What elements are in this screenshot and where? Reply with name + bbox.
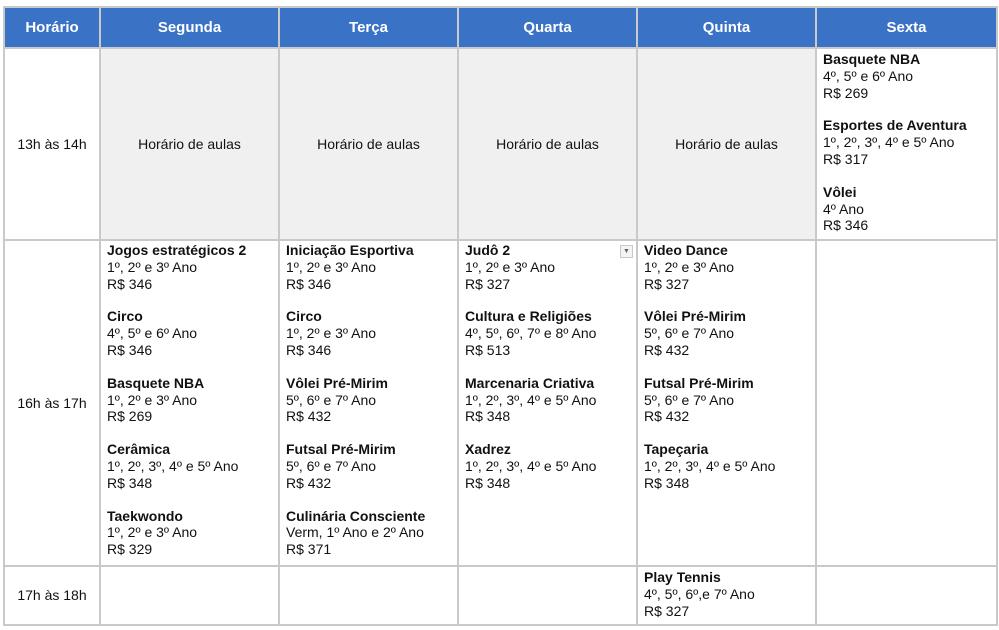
course-item bbox=[644, 569, 809, 619]
header-friday[interactable]: Sexta bbox=[816, 7, 997, 48]
course-item bbox=[465, 308, 630, 358]
course-price: R$ 371 bbox=[286, 541, 332, 558]
course-name: Esportes de Aventura bbox=[823, 117, 967, 134]
course-price: R$ 327 bbox=[644, 602, 690, 619]
course-grades: 1º, 2º e 3º Ano bbox=[644, 258, 735, 275]
cell-thursday[interactable] bbox=[637, 240, 816, 566]
cell-wednesday-placeholder[interactable]: Horário de aulas bbox=[458, 48, 637, 240]
course-grades: 1º, 2º e 3º Ano bbox=[107, 391, 198, 408]
course-item bbox=[286, 242, 451, 292]
time-slot-cell[interactable]: 17h às 18h bbox=[4, 566, 100, 625]
course-name: Vôlei Pré-Mirim bbox=[286, 374, 388, 391]
course-grades: 5º, 6º e 7º Ano bbox=[286, 391, 377, 408]
course-name: Play Tennis bbox=[644, 569, 721, 585]
course-item bbox=[107, 441, 272, 491]
time-slot-cell[interactable]: 16h às 17h bbox=[4, 240, 100, 566]
course-item bbox=[644, 308, 809, 358]
course-name: Culinária Consciente bbox=[286, 507, 426, 524]
course-name: Video Dance bbox=[644, 242, 728, 258]
course-name: Taekwondo bbox=[107, 507, 183, 524]
cell-thursday-placeholder[interactable]: Horário de aulas bbox=[637, 48, 816, 240]
course-price: R$ 348 bbox=[107, 474, 153, 491]
course-grades: 1º, 2º e 3º Ano bbox=[286, 258, 377, 275]
course-name: Circo bbox=[286, 308, 322, 325]
course-grades: 1º, 2º, 3º, 4º e 5º Ano bbox=[107, 457, 239, 474]
course-grades: 4º, 5º, 6º,e 7º Ano bbox=[644, 585, 755, 602]
table-row bbox=[4, 240, 997, 566]
time-slot-cell[interactable]: 13h às 14h bbox=[4, 48, 100, 240]
chevron-down-icon[interactable]: ▼ bbox=[620, 245, 633, 258]
course-name: Tapeçaria bbox=[644, 441, 709, 458]
course-price: R$ 348 bbox=[465, 474, 511, 491]
header-monday[interactable]: Segunda bbox=[100, 7, 279, 48]
cell-thursday[interactable] bbox=[637, 566, 816, 625]
course-grades: 1º, 2º, 3º, 4º e 5º Ano bbox=[465, 391, 597, 408]
course-name: Marcenaria Criativa bbox=[465, 374, 595, 391]
cell-tuesday-placeholder[interactable]: Horário de aulas bbox=[279, 48, 458, 240]
course-item bbox=[107, 308, 272, 358]
course-name: Basquete NBA bbox=[107, 374, 205, 391]
cell-friday[interactable] bbox=[816, 48, 997, 240]
header-tuesday[interactable]: Terça bbox=[279, 7, 458, 48]
course-price: R$ 346 bbox=[107, 275, 153, 292]
cell-tuesday[interactable] bbox=[279, 566, 458, 625]
course-item bbox=[286, 375, 451, 425]
cell-monday[interactable] bbox=[100, 240, 279, 566]
course-item bbox=[644, 375, 809, 425]
course-item bbox=[823, 184, 990, 234]
course-grades: 1º, 2º, 3º, 4º e 5º Ano bbox=[465, 457, 597, 474]
schedule-wrapper bbox=[3, 6, 998, 626]
course-price: R$ 348 bbox=[465, 408, 511, 425]
course-item bbox=[465, 242, 630, 292]
course-item bbox=[286, 308, 451, 358]
course-item bbox=[286, 508, 451, 558]
course-price: R$ 317 bbox=[823, 150, 869, 167]
cell-wednesday[interactable] bbox=[458, 566, 637, 625]
course-grades: 1º, 2º, 3º, 4º e 5º Ano bbox=[644, 457, 776, 474]
course-name: Judô 2 bbox=[465, 242, 511, 258]
cell-monday[interactable] bbox=[100, 566, 279, 625]
course-name: Vôlei Pré-Mirim bbox=[644, 308, 746, 325]
cell-friday[interactable] bbox=[816, 240, 997, 566]
cell-wednesday[interactable] bbox=[458, 240, 637, 566]
course-price: R$ 269 bbox=[823, 84, 869, 101]
course-grades: 4º, 5º e 6º Ano bbox=[107, 325, 198, 342]
course-price: R$ 432 bbox=[286, 474, 332, 491]
course-price: R$ 432 bbox=[644, 408, 690, 425]
course-price: R$ 327 bbox=[465, 275, 511, 292]
header-row bbox=[4, 7, 997, 48]
cell-monday-placeholder[interactable]: Horário de aulas bbox=[100, 48, 279, 240]
course-item bbox=[644, 441, 809, 491]
course-name: Circo bbox=[107, 308, 143, 325]
table-row bbox=[4, 566, 997, 625]
course-name: Futsal Pré-Mirim bbox=[286, 441, 396, 458]
course-name: Xadrez bbox=[465, 441, 511, 458]
course-item bbox=[107, 508, 272, 558]
course-price: R$ 346 bbox=[823, 217, 869, 234]
course-item bbox=[823, 51, 990, 101]
course-name: Iniciação Esportiva bbox=[286, 242, 414, 258]
course-name: Cerâmica bbox=[107, 441, 171, 458]
course-price: R$ 346 bbox=[107, 341, 153, 358]
course-grades: 4º, 5º e 6º Ano bbox=[823, 67, 914, 84]
course-item bbox=[286, 441, 451, 491]
course-price: R$ 513 bbox=[465, 341, 511, 358]
cell-friday[interactable] bbox=[816, 566, 997, 625]
course-grades: 1º, 2º e 3º Ano bbox=[286, 325, 377, 342]
course-item bbox=[465, 375, 630, 425]
header-thursday[interactable]: Quinta bbox=[637, 7, 816, 48]
course-grades: 4º, 5º, 6º, 7º e 8º Ano bbox=[465, 325, 597, 342]
course-grades: Verm, 1º Ano e 2º Ano bbox=[286, 524, 424, 541]
course-price: R$ 348 bbox=[644, 474, 690, 491]
course-name: Jogos estratégicos 2 bbox=[107, 242, 247, 258]
course-item bbox=[823, 117, 990, 167]
course-price: R$ 327 bbox=[644, 275, 690, 292]
course-grades: 1º, 2º, 3º, 4º e 5º Ano bbox=[823, 134, 955, 151]
course-item bbox=[644, 242, 809, 292]
course-price: R$ 269 bbox=[107, 408, 153, 425]
course-name: Basquete NBA bbox=[823, 51, 921, 67]
course-name: Cultura e Religiões bbox=[465, 308, 592, 325]
course-name: Futsal Pré-Mirim bbox=[644, 374, 754, 391]
course-grades: 1º, 2º e 3º Ano bbox=[107, 524, 198, 541]
course-item bbox=[107, 375, 272, 425]
schedule-table bbox=[3, 6, 998, 626]
course-price: R$ 346 bbox=[286, 275, 332, 292]
course-price: R$ 346 bbox=[286, 341, 332, 358]
course-price: R$ 432 bbox=[644, 341, 690, 358]
table-row bbox=[4, 48, 997, 240]
header-time[interactable]: Horário bbox=[4, 7, 100, 48]
course-item bbox=[107, 242, 272, 292]
course-grades: 5º, 6º e 7º Ano bbox=[644, 325, 735, 342]
course-item bbox=[465, 441, 630, 491]
course-grades: 5º, 6º e 7º Ano bbox=[286, 457, 377, 474]
course-price: R$ 432 bbox=[286, 408, 332, 425]
course-name: Vôlei bbox=[823, 183, 857, 200]
course-price: R$ 329 bbox=[107, 541, 153, 558]
course-grades: 5º, 6º e 7º Ano bbox=[644, 391, 735, 408]
course-grades: 1º, 2º e 3º Ano bbox=[107, 258, 198, 275]
course-grades: 4º Ano bbox=[823, 200, 864, 217]
course-grades: 1º, 2º e 3º Ano bbox=[465, 258, 556, 275]
header-wednesday[interactable]: Quarta bbox=[458, 7, 637, 48]
cell-tuesday[interactable] bbox=[279, 240, 458, 566]
